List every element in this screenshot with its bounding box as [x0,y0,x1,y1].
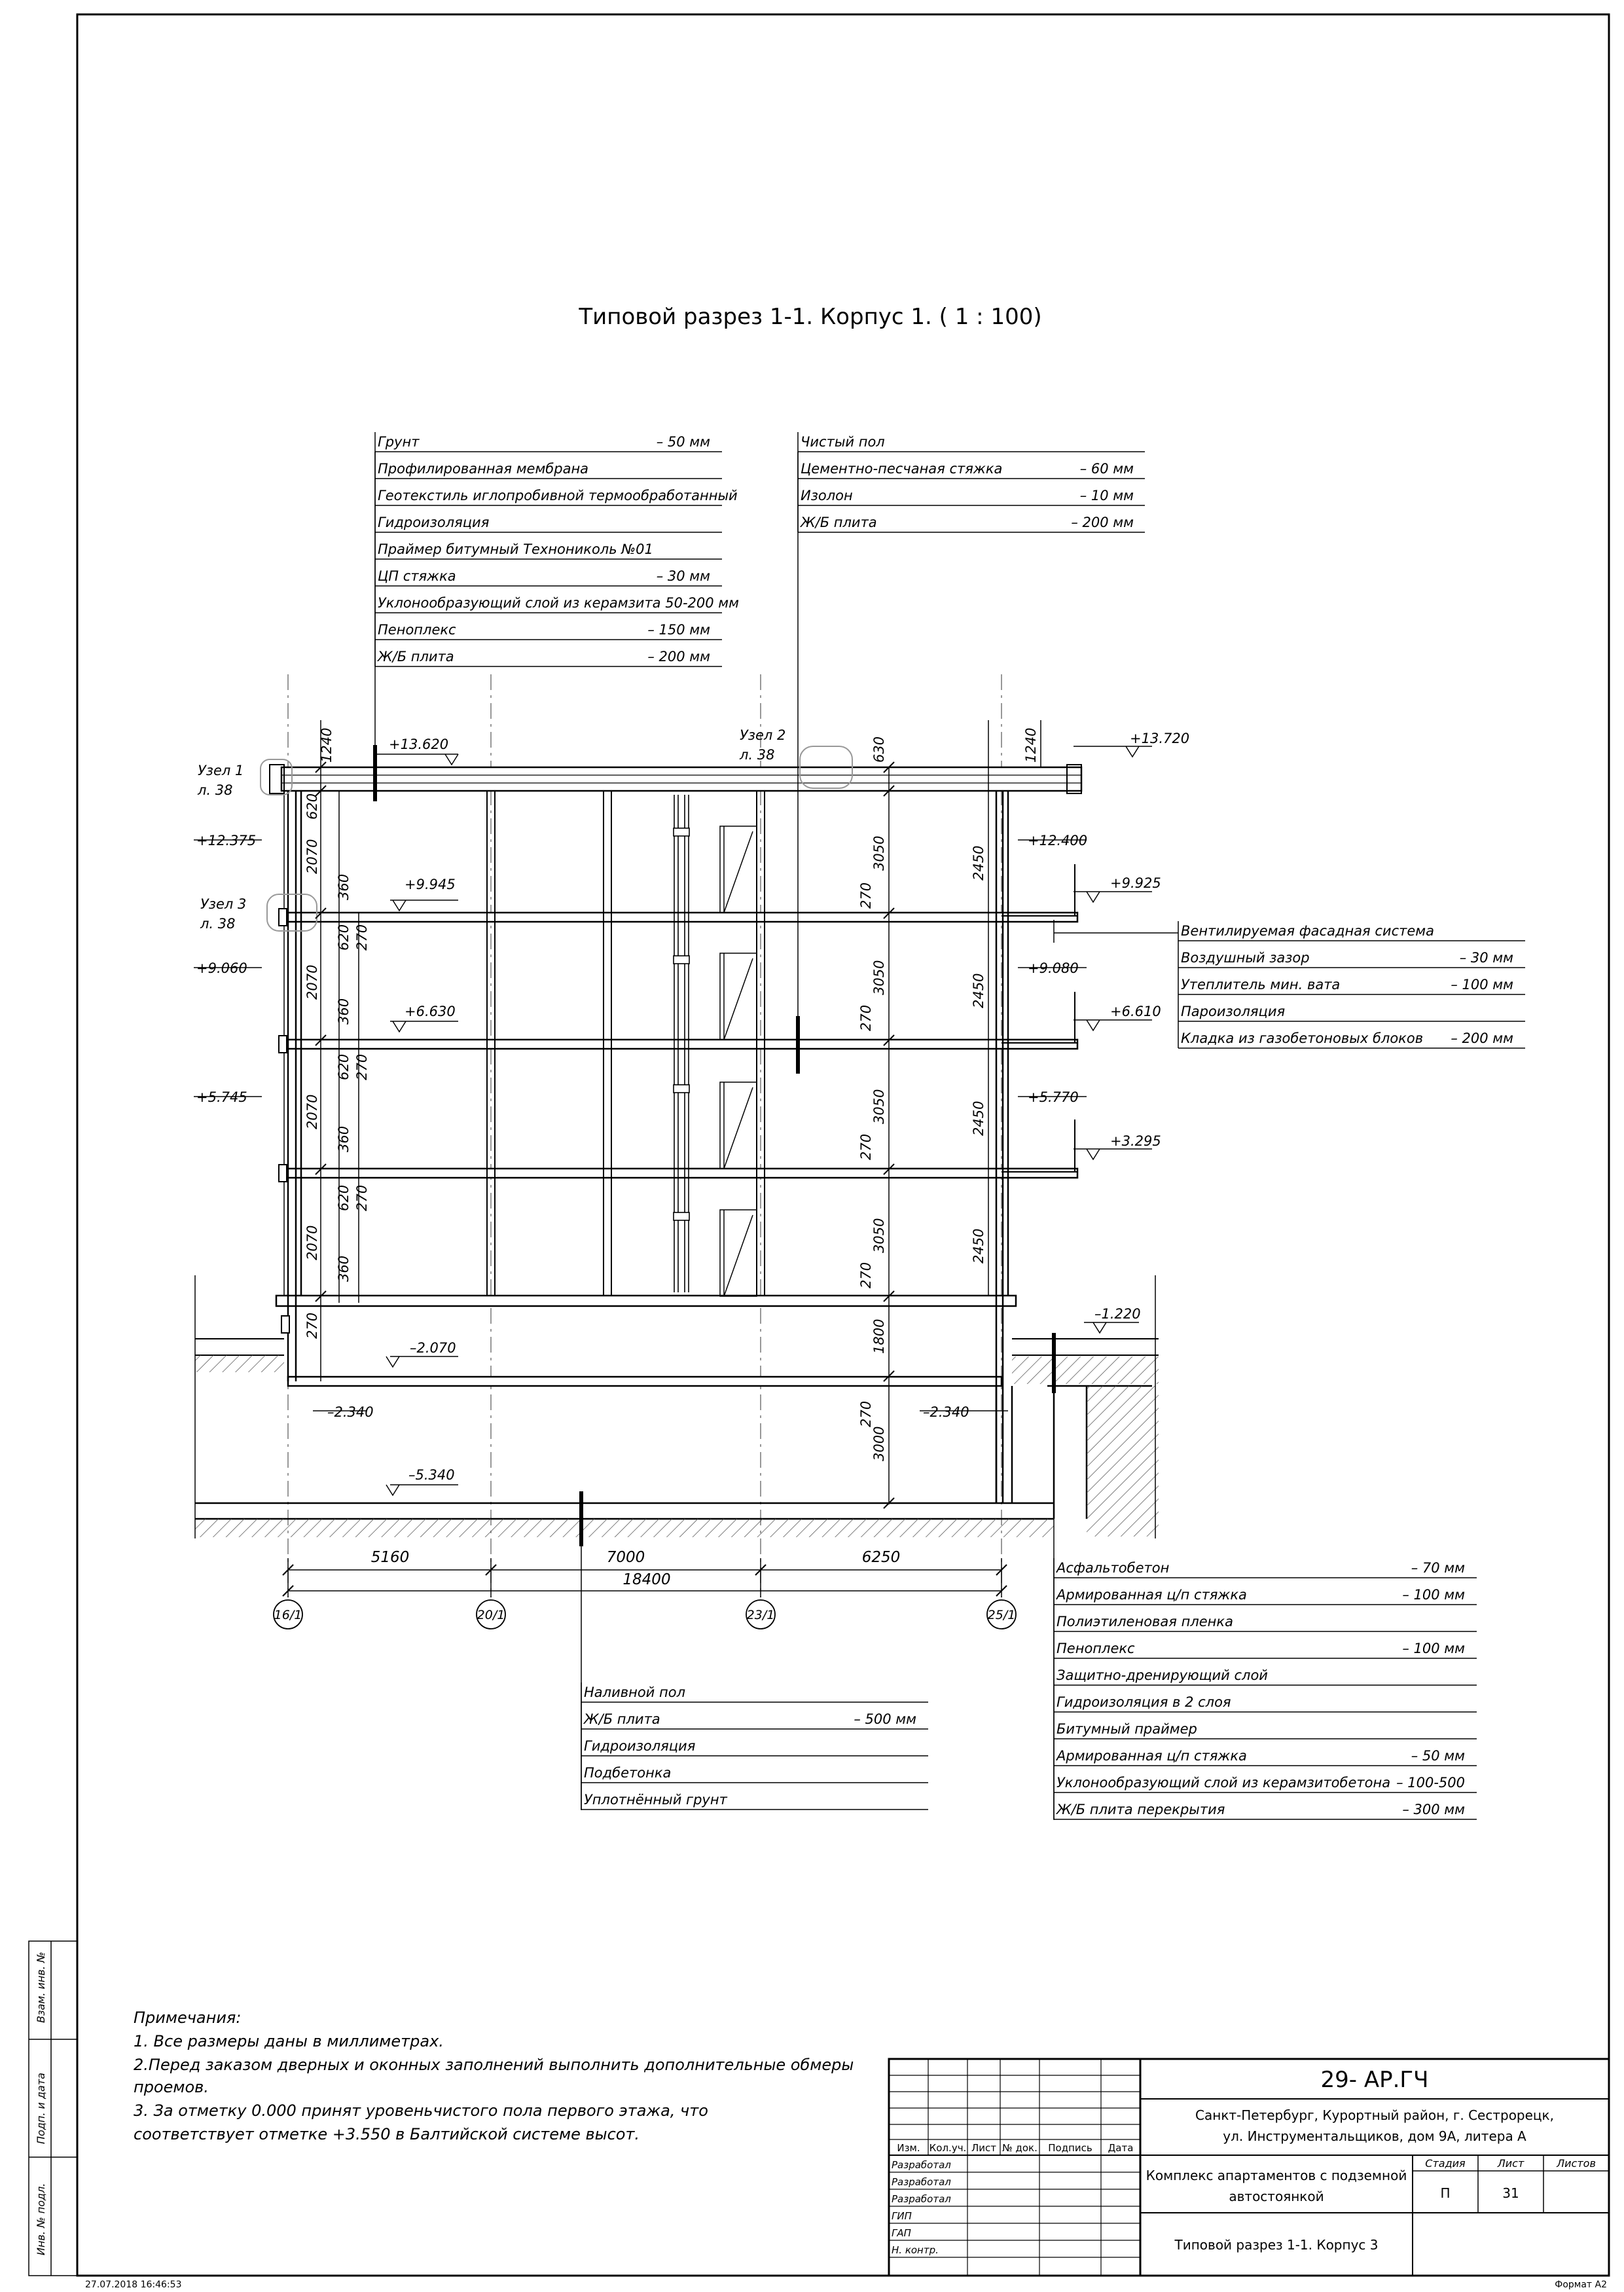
stamp-column-header: Кол.уч. [929,2142,967,2154]
stamp-column-header: Подпись [1048,2142,1092,2154]
node-3-ref: л. 38 [200,916,236,932]
layer-thickness: – 60 мм [1079,461,1134,477]
svg-text:2070: 2070 [304,964,320,1000]
layer-name: Профилированная мембрана [378,461,589,477]
stamp-address-2: ул. Инструментальщиков, дом 9А, литера А [1223,2128,1526,2144]
svg-text:2450: 2450 [971,1101,986,1136]
node-3-label: Узел 3 [200,896,247,912]
door-openings [720,826,757,1296]
dim-270: 270 [858,882,874,909]
level-m1220: –1.220 [1094,1306,1141,1322]
footer-format: Формат А2 [1555,2280,1607,2290]
svg-text:2450: 2450 [971,1228,986,1264]
level-12400: +12.400 [1028,833,1088,848]
dim-3050: 3050 [871,835,887,871]
svg-text:3050: 3050 [871,1089,887,1124]
ground-floor-layers-table [581,1683,928,1810]
footer-timestamp: 27.07.2018 16:46:53 [85,2280,182,2290]
layer-name: Воздушный зазор [1181,950,1310,966]
dim-620: 620 [304,793,320,820]
dim-3000: 3000 [871,1426,887,1461]
layer-name: Цементно-песчаная стяжка [801,461,1003,477]
layer-thickness: – 50 мм [1411,1748,1465,1764]
layer-name: Ж/Б плита [378,649,454,664]
svg-text:360: 360 [336,1125,352,1152]
stamp-sheets-header: Листов [1557,2157,1596,2170]
layer-name: Изолон [801,488,853,503]
svg-text:620: 620 [336,1184,352,1211]
layer-name: Ж/Б плита [801,515,877,530]
stamp-role: Разработал [892,2159,951,2171]
basement-floor-slab [288,1377,1001,1386]
svg-text:270: 270 [858,1400,874,1427]
layer-name: Полиэтиленовая пленка [1056,1614,1233,1629]
floor-slab-3 [284,1040,1077,1049]
layer-name: Наливной пол [584,1684,686,1700]
paving-layers-table [1054,1558,1477,1819]
note-1: 1. Все размеры даны в миллиметрах. [134,2032,444,2050]
layer-thickness: – 70 мм [1411,1560,1465,1576]
axis-label-25: 25/1 [987,1608,1016,1622]
node-2-ref: л. 38 [740,747,775,763]
level-3295: +3.295 [1110,1133,1161,1149]
layer-thickness: – 200 мм [1451,1030,1513,1046]
facade-layers-table [1178,921,1525,1048]
layer-thickness: – 100 мм [1402,1641,1465,1656]
stamp-stage: П [1440,2185,1451,2201]
level-9080: +9.080 [1028,960,1079,976]
layer-thickness: – 30 мм [656,568,710,584]
level-m2340-right: –2.340 [923,1404,969,1420]
level-6630: +6.630 [405,1004,456,1019]
level-13720: +13.720 [1130,731,1190,746]
svg-text:2070: 2070 [304,1225,320,1260]
layer-name: Подбетонка [584,1765,672,1781]
layer-thickness: – 100 мм [1402,1587,1465,1603]
svg-text:270: 270 [354,1184,370,1211]
stamp-role: Разработал [892,2176,951,2188]
svg-text:270: 270 [858,1133,874,1160]
dim-360: 360 [336,873,352,900]
floor-slab-1 [276,1296,1016,1306]
layer-name: Праймер битумный Технониколь №01 [378,541,653,557]
note-2b: проемов. [134,2078,209,2096]
layer-name: Армированная ц/п стяжка [1056,1748,1247,1764]
floor-slab-2 [284,1169,1077,1178]
axis-label-23: 23/1 [746,1608,775,1622]
svg-text:270: 270 [354,1053,370,1080]
layer-name: Ж/Б плита перекрытия [1056,1802,1225,1817]
level-9925: +9.925 [1110,875,1161,891]
svg-text:270: 270 [858,1004,874,1031]
notes-heading: Примечания: [134,2009,242,2027]
layer-thickness: – 500 мм [854,1711,916,1727]
svg-text:270: 270 [858,1262,874,1288]
span-6250: 6250 [861,1549,901,1566]
layer-thickness: – 150 мм [647,622,710,638]
stamp-address-1: Санкт-Петербург, Курортный район, г. Сестрорецк, [1195,2107,1554,2123]
stamp-column-header: № док. [1002,2142,1038,2154]
layer-thickness: – 30 мм [1459,950,1513,966]
level-m2340-left: –2.340 [327,1404,374,1420]
node-2-label: Узел 2 [740,727,786,743]
level-12375: +12.375 [196,833,257,848]
layer-thickness: – 300 мм [1402,1802,1465,1817]
level-13620: +13.620 [389,737,449,752]
note-2a: 2.Перед заказом дверных и оконных заполнений выполнить дополнительные обмеры [134,2056,854,2074]
level-5770: +5.770 [1028,1089,1079,1105]
stamp-column-header: Изм. [897,2142,920,2154]
level-9060: +9.060 [196,960,247,976]
side-inv-original: Инв. № подл. [35,2183,47,2255]
level-5745: +5.745 [196,1089,247,1105]
layer-thickness: – 50 мм [656,434,710,450]
stamp-column-header: Лист [971,2142,997,2154]
svg-text:270: 270 [304,1312,320,1339]
svg-text:2070: 2070 [304,1094,320,1129]
floor-slab-4 [284,913,1077,922]
stamp-sheet-title: Типовой разрез 1-1. Корпус 3 [1174,2237,1379,2253]
layer-name: Уклонообразующий слой из керамзита 50-200 мм [378,595,739,611]
svg-text:360: 360 [336,998,352,1025]
floor-layers-table [798,432,1145,532]
layer-name: Асфальтобетон [1056,1560,1170,1576]
stamp-column-header: Дата [1108,2142,1134,2154]
svg-text:620: 620 [336,924,352,951]
stamp-code: 29- АР.ГЧ [1320,2067,1429,2093]
layer-name: Пароизоляция [1181,1004,1286,1019]
stamp-project-2: автостоянкой [1229,2189,1324,2204]
side-stamp [35,1952,47,2255]
layer-name: Гидроизоляция [378,515,490,530]
side-sign-date: Подп. и дата [35,2073,47,2144]
node-1-ref: л. 38 [198,782,233,798]
sheet-frame [29,14,1609,2276]
layer-thickness: – 200 мм [647,649,710,664]
dim-2450: 2450 [971,845,986,881]
span-total: 18400 [623,1571,671,1588]
layer-name: Пеноплекс [1056,1641,1135,1656]
layer-name: Гидроизоляция в 2 слоя [1056,1694,1231,1710]
layer-thickness: – 100 мм [1451,977,1513,992]
svg-text:360: 360 [336,1255,352,1282]
level-6610: +6.610 [1110,1004,1161,1019]
axis-label-16: 16/1 [274,1608,302,1622]
level-m2070: –2.070 [410,1340,456,1356]
dim-630: 630 [871,736,887,763]
level-m5340: –5.340 [408,1467,455,1483]
layer-name: Уклонообразующий слой из керамзитобетона [1056,1775,1391,1791]
node-1-label: Узел 1 [198,763,244,778]
layer-name: Грунт [378,434,420,450]
span-5160: 5160 [370,1549,410,1566]
layer-name: Защитно-дренирующий слой [1056,1667,1268,1683]
stamp-stage-header: Стадия [1425,2157,1466,2170]
span-7000: 7000 [606,1549,645,1566]
layer-name: Ж/Б плита [584,1711,660,1727]
layer-name: Утеплитель мин. вата [1181,977,1341,992]
svg-text:270: 270 [354,924,370,951]
dim-2070: 2070 [304,839,320,874]
note-3a: 3. За отметку 0.000 принят уровеньчистого пола первого этажа, что [134,2101,708,2120]
svg-text:620: 620 [336,1053,352,1080]
layer-thickness: – 10 мм [1079,488,1134,503]
layer-tables [375,432,1525,1819]
dim-1240-left: 1240 [319,727,334,763]
layer-name: ЦП стяжка [378,568,456,584]
svg-text:3050: 3050 [871,1218,887,1253]
dim-1800: 1800 [871,1319,887,1354]
layer-name: Чистый пол [801,434,885,450]
roof-layers-table [375,432,739,666]
axis-label-20: 20/1 [477,1608,505,1622]
layer-name: Кладка из газобетоновых блоков [1181,1030,1424,1046]
layer-thickness: – 100-500 [1396,1775,1465,1791]
stamp-role: Разработал [892,2193,951,2205]
dim-1240-right: 1240 [1023,727,1039,763]
stamp-role: ГАП [892,2227,911,2239]
notes [134,2009,854,2143]
stamp-sheet-header: Лист [1497,2157,1525,2170]
svg-text:3050: 3050 [871,960,887,995]
layer-name: Битумный праймер [1056,1721,1197,1737]
level-9945: +9.945 [405,877,456,892]
drawing-title: Типовой разрез 1-1. Корпус 1. ( 1 : 100) [579,304,1042,330]
layer-name: Вентилируемая фасадная система [1181,923,1434,939]
side-replace-inv: Взам. инв. № [35,1952,47,2023]
layer-thickness: – 200 мм [1071,515,1134,530]
stamp-sheet: 31 [1502,2185,1519,2201]
layer-name: Пеноплекс [378,622,456,638]
stamp-role: Н. контр. [892,2244,939,2256]
layer-name: Геотекстиль иглопробивной термообработанный [378,488,738,503]
title-block-text [892,2067,1596,2256]
layer-name: Армированная ц/п стяжка [1056,1587,1247,1603]
layer-name: Уплотнённый грунт [584,1792,727,1808]
stamp-role: ГИП [892,2210,912,2222]
stamp-project-1: Комплекс апартаментов с подземной [1146,2168,1407,2183]
roof-slab [281,767,1081,791]
note-3b: соответствует отметке +3.550 в Балтийской системе высот. [134,2125,640,2143]
svg-text:2450: 2450 [971,973,986,1008]
layer-name: Гидроизоляция [584,1738,696,1754]
